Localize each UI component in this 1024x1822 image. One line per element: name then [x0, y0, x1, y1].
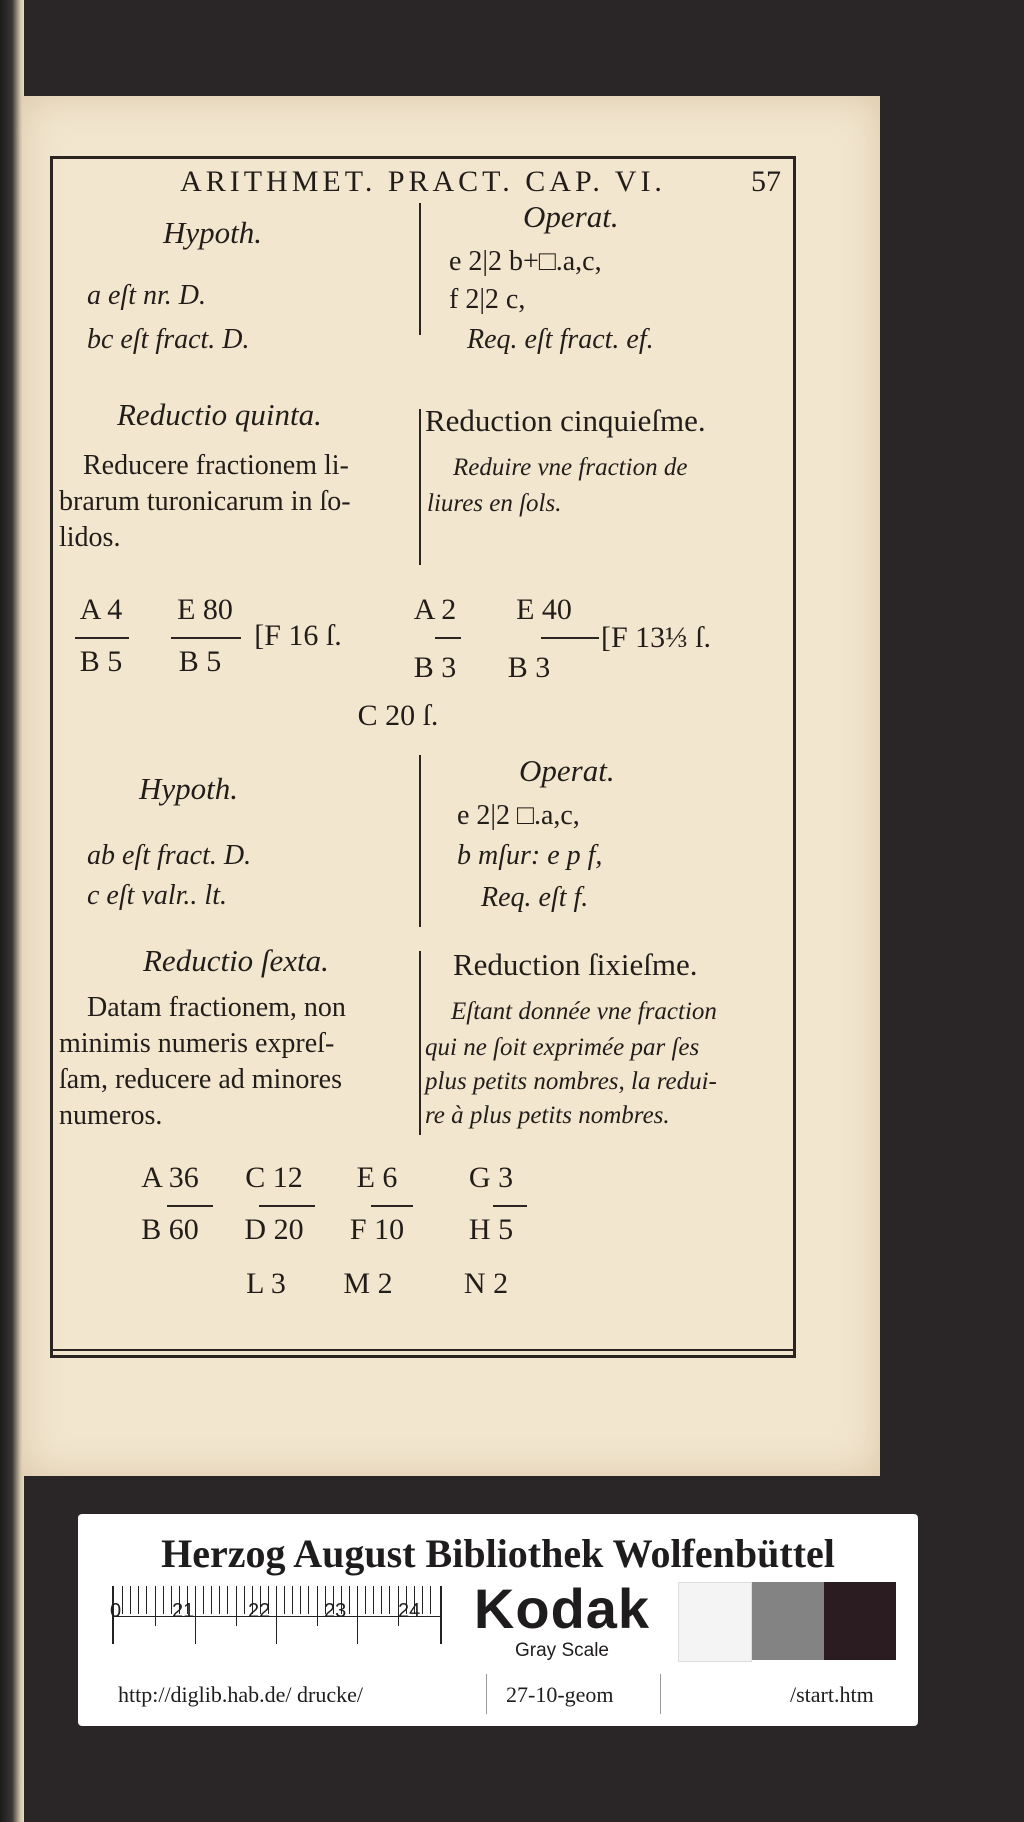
black-swatch	[824, 1582, 896, 1660]
page-number: 57	[751, 165, 781, 198]
ruler-tick	[317, 1586, 318, 1626]
ruler-tick	[244, 1586, 245, 1614]
ruler-tick	[130, 1586, 131, 1614]
ruler-label: 21	[172, 1600, 195, 1622]
ruler-baseline	[114, 1616, 440, 1617]
ruler-tick	[381, 1586, 382, 1614]
operat-line: b mſur: e p f,	[457, 840, 603, 871]
fraction-bar	[259, 1205, 315, 1207]
ruler-tick	[373, 1586, 374, 1614]
operat-line: e 2|2 □.a,c,	[457, 800, 580, 831]
fraction-numerator: E 80	[177, 593, 233, 626]
fraction-numerator: A 2	[413, 593, 457, 626]
book-page	[22, 96, 880, 1476]
fraction-numerator: A 4	[79, 593, 123, 626]
hypoth-line: c eſt valr.. lt.	[87, 880, 227, 911]
operat-heading-2: Operat.	[519, 753, 615, 788]
column-divider	[419, 409, 421, 565]
hypoth-line: a eſt nr. D.	[87, 280, 206, 311]
fraction-bar	[171, 637, 241, 639]
latin-text-line: numeros.	[59, 1100, 163, 1131]
fraction-result: [F 16 ſ.	[254, 619, 342, 652]
reduced-value: L 3	[246, 1267, 286, 1300]
ruler-tick	[195, 1586, 196, 1644]
operat-line: f 2|2 c,	[449, 284, 526, 315]
french-text-line: liures en ſols.	[427, 490, 562, 517]
ruler-tick	[236, 1586, 237, 1626]
fraction-numerator: E 40	[516, 593, 572, 626]
french-title: Reduction cinquieſme.	[425, 403, 706, 438]
reduced-value: M 2	[343, 1267, 393, 1300]
fraction-denominator: B 60	[141, 1213, 199, 1246]
ruler-tick	[146, 1586, 147, 1614]
reduced-value: N 2	[463, 1267, 509, 1300]
french-title: Reduction ſixieſme.	[453, 947, 698, 982]
fraction-bar	[167, 1205, 213, 1207]
ruler-tick	[422, 1586, 423, 1614]
ruler-tick	[349, 1586, 350, 1614]
ruler-tick	[284, 1586, 285, 1614]
book-spine-edge	[0, 0, 24, 1822]
latin-title: Reductio quinta.	[117, 397, 322, 432]
ruler-tick	[203, 1586, 204, 1614]
hypoth-line: bc eſt fract. D.	[87, 324, 250, 355]
color-calibration-card	[78, 1514, 918, 1726]
running-head: ARITHMET. PRACT. CAP. VI.	[180, 165, 666, 198]
ruler-tick	[219, 1586, 220, 1614]
fraction-denominator: D 20	[244, 1213, 304, 1246]
bottom-rule	[53, 1349, 793, 1351]
operat-line: Req. eſt f.	[481, 882, 589, 913]
ruler-label: 24	[398, 1600, 421, 1622]
ruler-label: 22	[248, 1600, 271, 1622]
url-mid: 27-10-geom	[506, 1682, 614, 1707]
fraction-numerator: C 12	[245, 1161, 303, 1194]
ruler-tick	[308, 1586, 309, 1614]
operat-line: Req. eſt fract. ef.	[467, 324, 654, 355]
operat-heading-1: Operat.	[523, 199, 619, 234]
fraction-common: C 20 ſ.	[357, 699, 439, 732]
scale-ruler	[112, 1586, 442, 1644]
ruler-tick	[365, 1586, 366, 1614]
ruler-label: 23	[324, 1600, 347, 1622]
french-text-line: Reduire vne fraction de	[453, 454, 688, 481]
fraction-numerator: E 6	[356, 1161, 398, 1194]
ruler-tick	[211, 1586, 212, 1614]
fraction-bar	[75, 637, 129, 639]
latin-text-line: Datam fractionem, non	[87, 992, 346, 1023]
french-text-line: qui ne ſoit exprimée par ſes	[425, 1034, 700, 1061]
url-left: http://diglib.hab.de/ drucke/	[118, 1682, 364, 1707]
separator	[486, 1674, 487, 1714]
fraction-bar	[435, 637, 461, 639]
ruler-tick	[357, 1586, 358, 1644]
latin-text-line: brarum turonicarum in ſo-	[59, 486, 351, 517]
white-swatch	[678, 1582, 752, 1662]
fraction-denominator: F 10	[349, 1213, 405, 1246]
library-title: Herzog August Bibliothek Wolfenbüttel	[161, 1531, 835, 1576]
ruler-tick	[163, 1586, 164, 1614]
operat-line: e 2|2 b+□.a,c,	[449, 246, 602, 277]
url-right: /start.htm	[790, 1682, 874, 1707]
fraction-numerator: A 36	[141, 1161, 199, 1194]
fraction-denominator: B 3	[507, 651, 551, 684]
french-text-line: re à plus petits nombres.	[425, 1102, 670, 1129]
ruler-tick	[430, 1586, 431, 1614]
ruler-tick	[227, 1586, 228, 1614]
ruler-tick	[155, 1586, 156, 1626]
ruler-tick	[292, 1586, 293, 1614]
gray-scale-label: Gray Scale	[515, 1640, 609, 1661]
latin-text-line: ſam, reducere ad minores	[59, 1064, 342, 1095]
hypoth-line: ab eſt fract. D.	[87, 840, 252, 871]
column-divider	[419, 755, 421, 927]
ruler-tick	[138, 1586, 139, 1614]
fraction-bar	[541, 637, 599, 639]
ruler-label: 0	[110, 1600, 122, 1622]
column-divider	[419, 203, 421, 335]
ruler-tick	[276, 1586, 277, 1644]
column-divider	[419, 951, 421, 1135]
separator	[660, 1674, 661, 1714]
fraction-denominator: B 5	[178, 645, 222, 678]
fraction-numerator: G 3	[468, 1161, 514, 1194]
fraction-bar	[493, 1205, 527, 1207]
fraction-denominator: B 5	[79, 645, 123, 678]
hypoth-heading-1: Hypoth.	[163, 215, 263, 250]
latin-text-line: lidos.	[59, 522, 121, 553]
ruler-tick	[122, 1586, 123, 1614]
fraction-bar	[371, 1205, 413, 1207]
latin-title: Reductio ſexta.	[143, 943, 329, 978]
fraction-denominator: H 5	[468, 1213, 514, 1246]
page-frame	[50, 156, 796, 1358]
fraction-denominator: B 3	[413, 651, 457, 684]
ruler-tick	[389, 1586, 390, 1614]
fraction-result: [F 13⅓ ſ.	[601, 621, 712, 654]
ruler-tick	[300, 1586, 301, 1614]
latin-text-line: minimis numeris expreſ-	[59, 1028, 335, 1059]
kodak-logo: Kodak	[473, 1577, 651, 1640]
french-text-line: plus petits nombres, la redui-	[425, 1068, 717, 1095]
latin-text-line: Reducere fractionem li-	[83, 450, 349, 481]
gray-swatch	[752, 1582, 824, 1660]
hypoth-heading-2: Hypoth.	[139, 771, 239, 806]
french-text-line: Eſtant donnée vne fraction	[451, 998, 717, 1025]
